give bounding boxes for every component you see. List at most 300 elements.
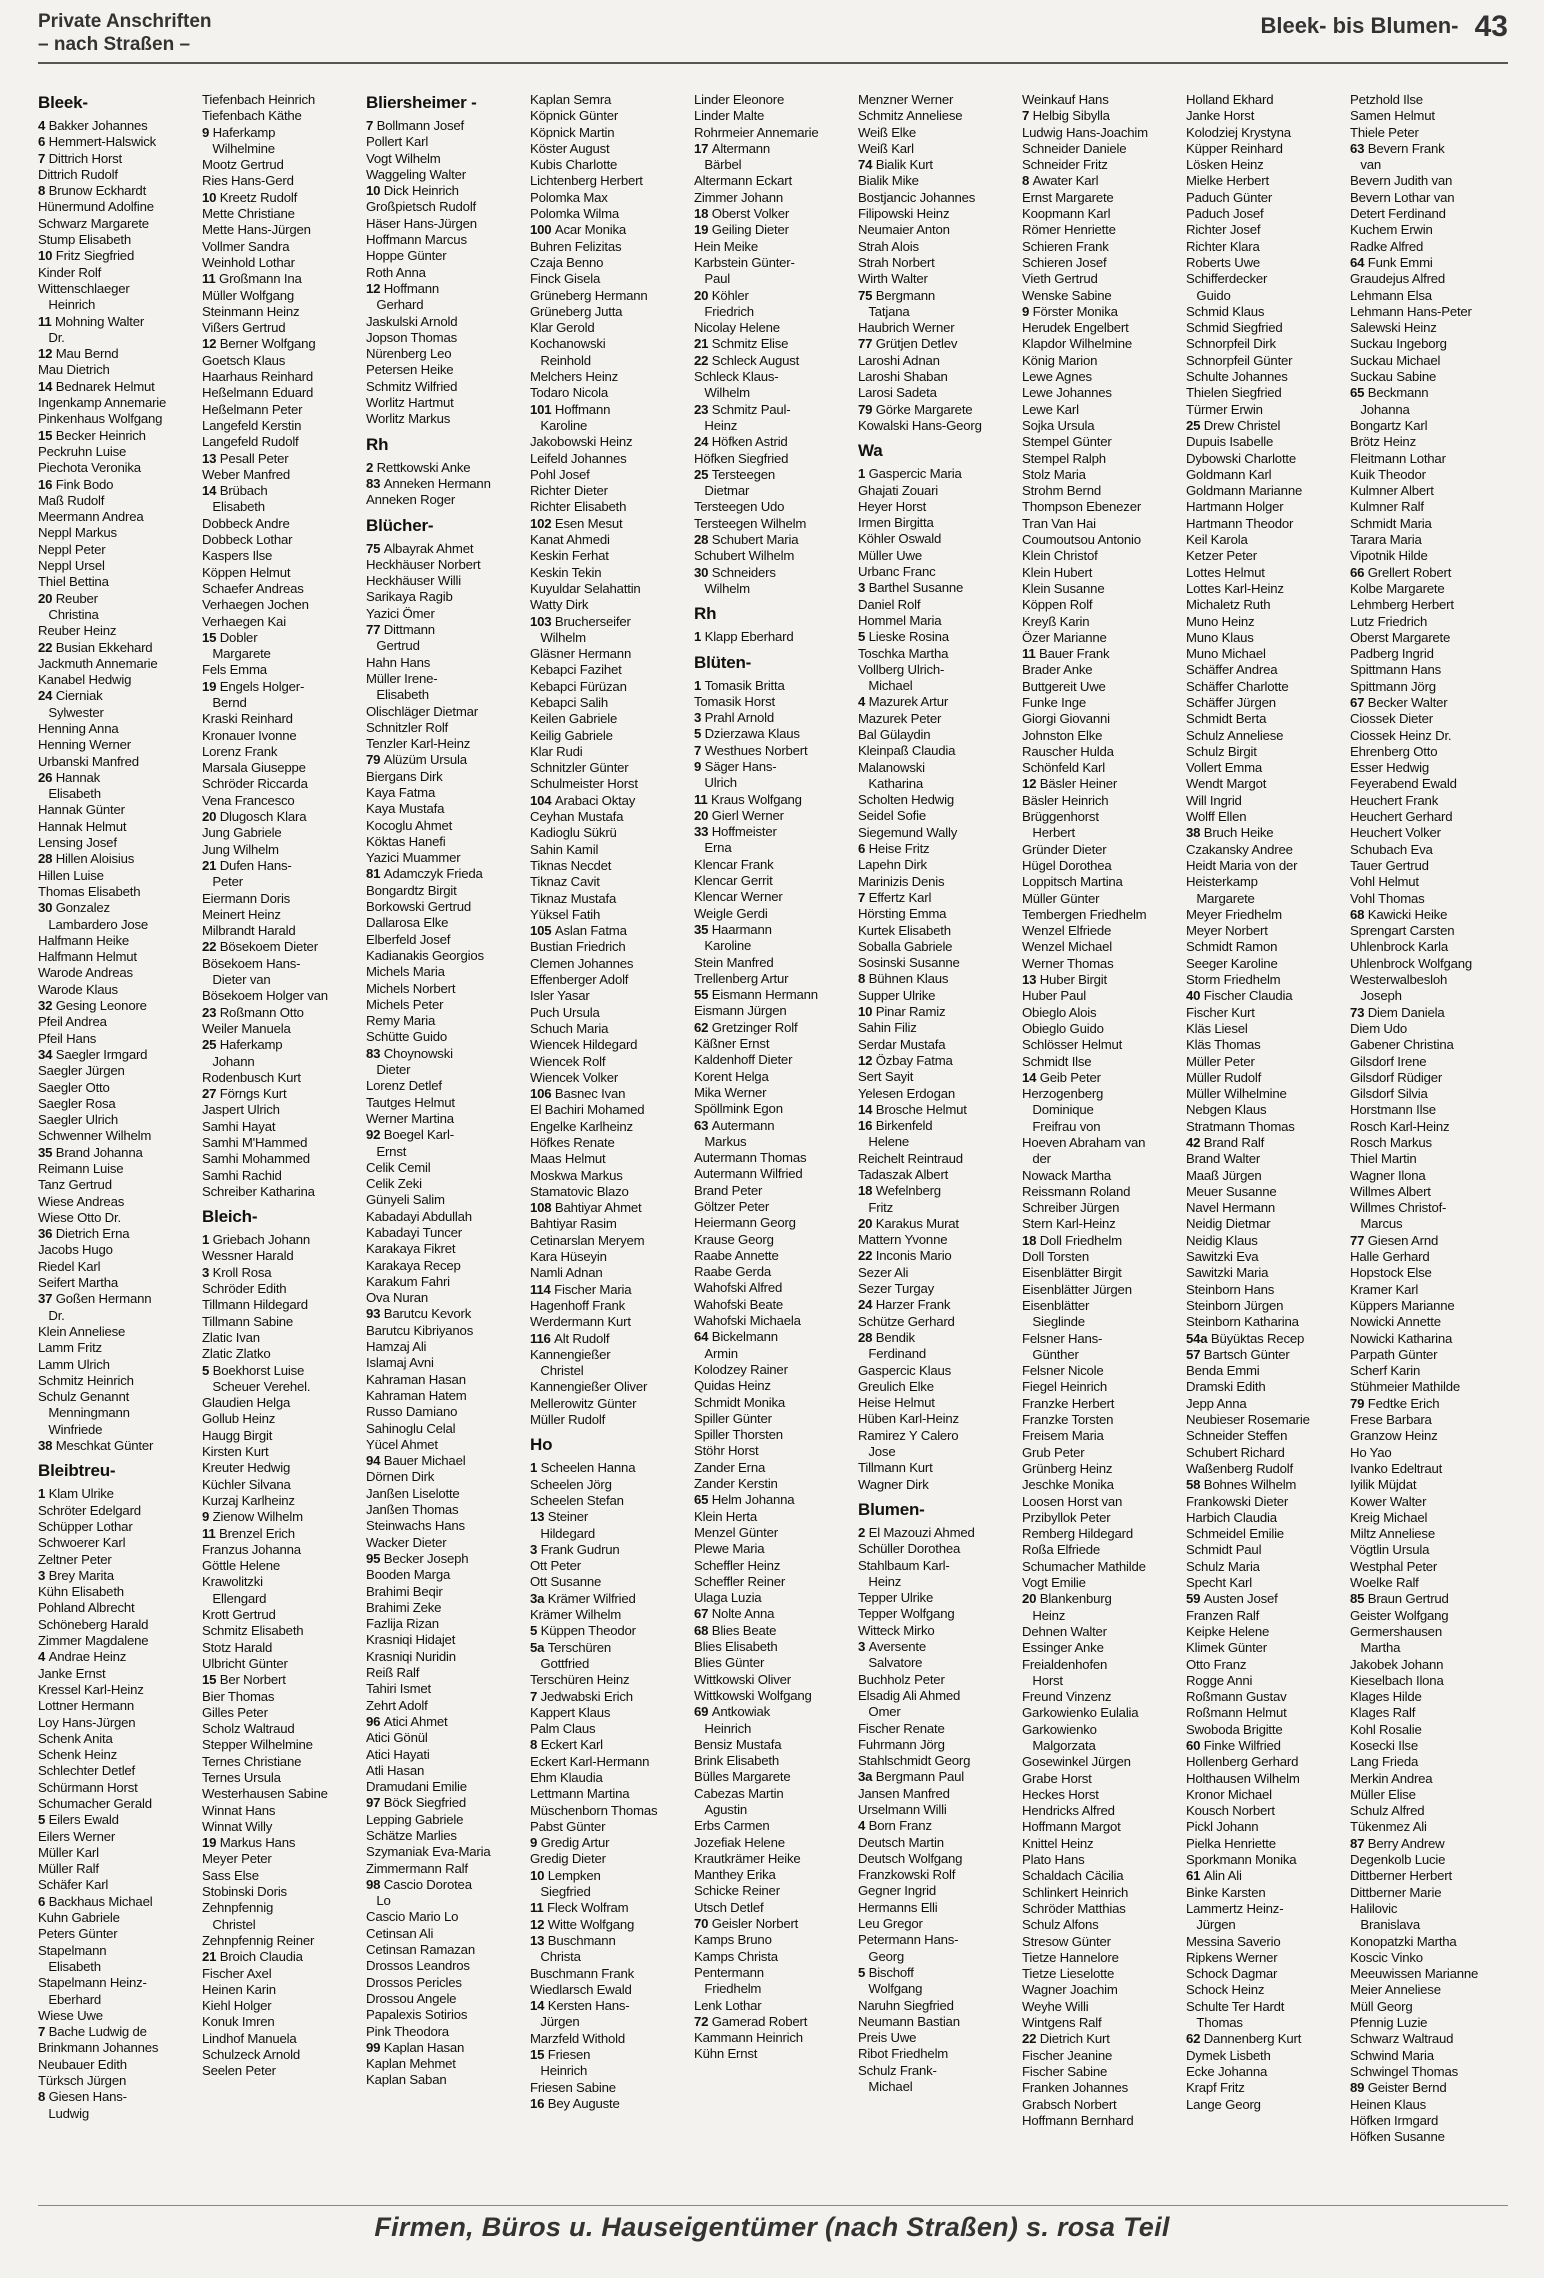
column-9-entries xyxy=(1350,92,1510,2145)
resident-entry: Stolz Maria xyxy=(1022,466,1086,482)
house-number: 25 xyxy=(1186,417,1204,433)
resident-entry xyxy=(694,678,854,694)
resident-entry: Branislava xyxy=(1350,1917,1420,1933)
resident-entry: Frankowski Dieter xyxy=(1186,1493,1289,1509)
resident-entry xyxy=(366,476,526,492)
resident-entry: Pohland Albrecht xyxy=(38,1600,135,1616)
resident-entry xyxy=(530,1998,690,2014)
resident-entry: Lapehn Dirk xyxy=(858,857,927,873)
directory-columns xyxy=(38,92,1510,2202)
house-number: 12 xyxy=(366,280,384,296)
resident-entry: Seidel Sofie xyxy=(858,808,926,824)
resident-entry: Wittenschlaeger xyxy=(38,280,130,296)
house-number: 79 xyxy=(858,401,876,417)
resident-entry: Tautges Helmut xyxy=(366,1094,455,1110)
resident-entry: Isler Yasar xyxy=(530,988,590,1004)
resident-entry: Heinen Klaus xyxy=(1350,2096,1427,2112)
resident-entry: Weigle Gerdi xyxy=(694,905,768,921)
resident-entry xyxy=(202,679,362,695)
resident-entry: Dobbeck Lothar xyxy=(202,532,293,548)
resident-entry: Tiknaz Cavit xyxy=(530,874,600,890)
resident-entry xyxy=(202,271,362,287)
resident-entry: Höfken Irmgard xyxy=(1350,2112,1439,2128)
resident-entry: Vogt Wilhelm xyxy=(366,150,441,166)
resident-name: Säger Hans- xyxy=(704,758,777,774)
resident-entry: Samen Helmut xyxy=(1350,108,1435,124)
house-number: 21 xyxy=(202,1949,220,1965)
resident-name: Heise Fritz xyxy=(868,841,930,857)
resident-entry: Jose xyxy=(858,1444,896,1460)
resident-entry: Fischer Sabine xyxy=(1022,2063,1108,2079)
resident-entry: Hoffmann Margot xyxy=(1022,1819,1121,1835)
house-number: 101 xyxy=(530,401,555,417)
house-number: 57 xyxy=(1186,1346,1204,1362)
resident-entry: Wiese Andreas xyxy=(38,1193,125,1209)
resident-entry: Christa xyxy=(530,1949,581,1965)
resident-entry: Kolodziej Krystyna xyxy=(1186,124,1291,140)
house-number: 3 xyxy=(858,580,869,596)
resident-name: Grütjen Detlev xyxy=(875,336,958,352)
resident-entry: Funke Inge xyxy=(1022,694,1086,710)
street-heading: Rh xyxy=(694,604,717,624)
house-number: 26 xyxy=(38,769,56,785)
resident-entry: Klimek Günter xyxy=(1186,1640,1267,1656)
column-3 xyxy=(366,92,526,2202)
house-number: 6 xyxy=(38,1893,49,1909)
resident-entry: Urbanski Manfred xyxy=(38,753,139,769)
resident-entry: Klein Hubert xyxy=(1022,564,1093,580)
resident-name: Kersten Hans- xyxy=(547,1998,630,2014)
resident-entry xyxy=(858,1102,1018,1118)
resident-entry xyxy=(694,1704,854,1720)
resident-entry: Müschenborn Thomas xyxy=(530,1802,658,1818)
resident-entry: Ova Nuran xyxy=(366,1290,428,1306)
resident-entry: Großpietsch Rudolf xyxy=(366,199,477,215)
resident-entry: Klencar Werner xyxy=(694,889,783,905)
resident-entry: Kaspers Ilse xyxy=(202,548,273,564)
resident-name: Fedtke Erich xyxy=(1367,1395,1440,1411)
resident-entry xyxy=(694,565,854,581)
house-number: 83 xyxy=(366,1045,384,1061)
resident-name: Mohning Walter xyxy=(55,313,145,329)
resident-entry: Lang Frieda xyxy=(1350,1754,1419,1770)
resident-entry: Ripkens Werner xyxy=(1186,1949,1278,1965)
resident-entry: Müller Peter xyxy=(1186,1053,1255,1069)
resident-name: Aslan Fatma xyxy=(554,923,627,939)
resident-entry: Kabadayi Tuncer xyxy=(366,1225,462,1240)
resident-entry: Rosch Markus xyxy=(1350,1135,1432,1150)
resident-entry: Käßner Ernst xyxy=(694,1036,770,1052)
resident-name: Bickelmann xyxy=(711,1329,778,1345)
resident-entry: Fleitmann Lothar xyxy=(1350,450,1446,466)
resident-entry: Ecke Johanna xyxy=(1186,2063,1268,2079)
resident-name: Fleck Wolfram xyxy=(547,1900,629,1916)
resident-entry: Schulzeck Arnold xyxy=(202,2047,300,2063)
resident-entry: Hildegard xyxy=(530,1525,596,1541)
resident-entry: Dramski Edith xyxy=(1186,1379,1266,1395)
resident-entry xyxy=(530,1542,690,1558)
resident-name: Cascio Dorotea xyxy=(383,1876,472,1892)
resident-entry: Buschmann Frank xyxy=(530,1965,635,1981)
resident-entry: Höfken Susanne xyxy=(1350,2129,1445,2145)
resident-entry: Hagenhoff Frank xyxy=(530,1297,625,1313)
resident-entry: Zimmer Johann xyxy=(694,189,784,205)
resident-entry xyxy=(530,1900,690,1916)
resident-entry: Dittberner Herbert xyxy=(1350,1868,1452,1884)
resident-entry: Zehrt Adolf xyxy=(366,1697,428,1713)
resident-entry: Müller Karl xyxy=(38,1844,99,1860)
resident-entry: Christel xyxy=(530,1363,584,1379)
resident-entry: Effenberger Adolf xyxy=(530,972,629,988)
resident-entry: Saegler Jürgen xyxy=(38,1063,125,1079)
resident-name: Dittmann xyxy=(383,622,435,638)
resident-name: Jedwabski Erich xyxy=(540,1688,633,1704)
house-number: 20 xyxy=(202,809,220,825)
resident-entry: Booden Marga xyxy=(366,1567,451,1583)
resident-name: Berry Andrew xyxy=(1367,1835,1445,1851)
resident-entry: Freialdenhofen xyxy=(1022,1656,1108,1672)
resident-entry: Jacobs Hugo xyxy=(38,1242,113,1258)
resident-entry: Heuchert Gerhard xyxy=(1350,809,1453,825)
resident-entry: Nürenberg Leo xyxy=(366,346,452,362)
resident-entry: Kanat Ahmedi xyxy=(530,532,610,548)
resident-entry: Radke Alfred xyxy=(1350,238,1424,254)
resident-name: Berner Wolfgang xyxy=(219,336,316,352)
resident-entry: Dominique xyxy=(1022,1102,1094,1118)
column-5-entries xyxy=(694,92,854,2063)
resident-entry: Kuik Theodor xyxy=(1350,466,1426,482)
house-number: 23 xyxy=(694,401,712,417)
resident-entry: Dallarosa Elke xyxy=(366,915,449,931)
resident-entry: Jakobek Johann xyxy=(1350,1656,1444,1672)
resident-entry: Weinhold Lothar xyxy=(202,254,295,270)
resident-entry: Bevern Judith van xyxy=(1350,173,1453,189)
resident-entry xyxy=(38,688,198,704)
resident-entry: Heisterkamp xyxy=(1186,874,1258,890)
resident-name: Becker Joseph xyxy=(383,1550,469,1566)
resident-entry: Ehrenberg Otto xyxy=(1350,743,1438,759)
resident-entry xyxy=(694,808,854,824)
resident-entry: Wagner Joachim xyxy=(1022,1982,1118,1998)
resident-name: Brübach xyxy=(219,483,268,499)
resident-entry: Borkowski Gertrud xyxy=(366,899,472,915)
house-number: 4 xyxy=(858,1818,869,1834)
resident-entry: Halfmann Helmut xyxy=(38,949,137,965)
resident-entry xyxy=(202,630,362,646)
house-number: 92 xyxy=(366,1127,384,1143)
house-number: 4 xyxy=(38,118,49,133)
resident-entry: Willmes Christof- xyxy=(1350,1200,1447,1216)
resident-entry: Sojka Ursula xyxy=(1022,417,1095,433)
resident-entry: Herbert xyxy=(1022,825,1075,841)
resident-name: Brucherseifer xyxy=(554,613,631,629)
house-number: 10 xyxy=(38,248,56,264)
resident-entry: Gerhard xyxy=(366,297,424,313)
resident-entry: Manthey Erika xyxy=(694,1867,776,1883)
resident-entry: Ramirez Y Calero xyxy=(858,1427,959,1443)
resident-name: Schleck August xyxy=(711,352,800,368)
resident-entry: Oberst Margarete xyxy=(1350,629,1451,645)
resident-entry: Köhler Oswald xyxy=(858,531,942,547)
resident-entry: Ott Peter xyxy=(530,1558,581,1574)
resident-entry: Mika Werner xyxy=(694,1084,767,1100)
resident-entry: Kochanowski xyxy=(530,336,606,352)
resident-entry: Toschka Martha xyxy=(858,645,949,661)
resident-name: Nolte Anna xyxy=(711,1606,775,1622)
resident-entry: Specht Karl xyxy=(1186,1575,1252,1591)
resident-name: Harzer Frank xyxy=(875,1297,951,1313)
resident-entry xyxy=(694,1020,854,1036)
house-number: 37 xyxy=(38,1291,56,1307)
resident-entry: Wittkowski Wolfgang xyxy=(694,1687,812,1703)
resident-entry: Henning Anna xyxy=(38,720,119,736)
resident-entry: Brötz Heinz xyxy=(1350,434,1416,450)
resident-entry xyxy=(1350,695,1510,711)
resident-entry: Herudek Engelbert xyxy=(1022,320,1129,336)
resident-entry xyxy=(858,402,1018,418)
resident-entry: Lamm Ulrich xyxy=(38,1356,110,1372)
resident-entry: Frese Barbara xyxy=(1350,1412,1432,1428)
resident-entry: Kramer Karl xyxy=(1350,1281,1419,1297)
resident-entry: Heckes Horst xyxy=(1022,1786,1099,1802)
resident-entry xyxy=(1350,1396,1510,1412)
resident-name: Bahtiyar Ahmet xyxy=(554,1200,642,1216)
house-number: 108 xyxy=(530,1200,555,1216)
resident-entry xyxy=(38,1226,198,1242)
resident-entry xyxy=(530,222,690,238)
resident-entry: Pfennig Luzie xyxy=(1350,2015,1428,2031)
resident-entry: Keskin Ferhat xyxy=(530,548,609,564)
resident-entry: Rauscher Hulda xyxy=(1022,743,1114,759)
house-number: 28 xyxy=(858,1329,876,1345)
resident-entry xyxy=(530,1591,690,1607)
resident-entry: Tillmann Hildegard xyxy=(202,1297,308,1313)
resident-entry: Schulz Maria xyxy=(1186,1558,1260,1574)
resident-entry: Melchers Heinz xyxy=(530,369,619,385)
resident-entry: Roßmann Gustav xyxy=(1186,1689,1287,1705)
resident-entry: Siegfried xyxy=(530,1884,591,1900)
house-number: 77 xyxy=(1350,1232,1368,1248)
resident-name: Haarmann xyxy=(711,921,772,937)
resident-entry xyxy=(694,759,854,775)
resident-entry: Neppl Ursel xyxy=(38,558,105,574)
resident-entry: Detert Ferdinand xyxy=(1350,206,1446,222)
resident-entry: Schürmann Horst xyxy=(38,1779,138,1795)
resident-entry: Armin xyxy=(694,1345,738,1361)
resident-entry: Atici Hayati xyxy=(366,1746,430,1762)
resident-entry: Kaya Mustafa xyxy=(366,801,445,817)
resident-entry: Ghajati Zouari xyxy=(858,482,939,498)
house-number: 3a xyxy=(858,1769,876,1785)
resident-entry xyxy=(1022,776,1182,792)
resident-entry: Neumaier Anton xyxy=(858,222,950,238)
resident-entry: Halfmann Heike xyxy=(38,932,130,948)
resident-entry: Saegler Otto xyxy=(38,1079,110,1095)
resident-entry xyxy=(202,125,362,141)
resident-entry: Mette Hans-Jürgen xyxy=(202,222,311,238)
section-title-line2: – nach Straßen – xyxy=(38,34,191,55)
resident-entry xyxy=(366,1453,526,1469)
resident-entry: Schlinkert Heinrich xyxy=(1022,1884,1129,1900)
resident-entry xyxy=(1186,2031,1346,2047)
resident-entry: Schwarz Waltraud xyxy=(1350,2031,1454,2047)
resident-entry: Steinborn Hans xyxy=(1186,1281,1275,1297)
resident-name: Geib Peter xyxy=(1039,1069,1101,1085)
resident-entry xyxy=(38,428,198,444)
resident-entry: Mellerowitz Günter xyxy=(530,1395,637,1411)
house-number: 7 xyxy=(858,889,869,905)
column-8 xyxy=(1186,92,1346,2202)
resident-name: Blankenburg xyxy=(1039,1591,1112,1607)
house-number: 20 xyxy=(694,287,712,303)
house-number: 77 xyxy=(366,622,384,638)
resident-entry: Ferdinand xyxy=(858,1346,926,1362)
resident-entry: Bier Thomas xyxy=(202,1688,275,1704)
resident-name: Scheelen Hanna xyxy=(540,1460,636,1476)
resident-entry: Schäffer Charlotte xyxy=(1186,678,1289,694)
resident-entry: Schöneberg Harald xyxy=(38,1616,149,1632)
resident-entry: Uhlenbrock Wolfgang xyxy=(1350,955,1473,971)
resident-entry: Tenzler Karl-Heinz xyxy=(366,736,471,752)
house-number: 15 xyxy=(202,1672,220,1688)
house-number: 3 xyxy=(858,1639,869,1655)
resident-entry: Lutz Friedrich xyxy=(1350,613,1428,629)
resident-entry: Westerwalbesloh xyxy=(1350,972,1448,988)
resident-name: Böck Siegfried xyxy=(383,1795,466,1811)
resident-entry xyxy=(858,1004,1018,1020)
resident-entry: Fritz xyxy=(858,1199,894,1215)
resident-entry: Wagner Ilona xyxy=(1350,1167,1426,1183)
resident-entry: Elisabeth xyxy=(38,786,101,802)
resident-entry: Tadaszak Albert xyxy=(858,1167,949,1182)
house-number: 20 xyxy=(694,807,712,823)
resident-name: Helbig Sibylla xyxy=(1032,108,1110,124)
resident-entry: Lo xyxy=(366,1893,391,1909)
resident-entry: Suckau Michael xyxy=(1350,352,1441,368)
resident-entry: Thompson Ebenezer xyxy=(1022,499,1142,515)
resident-entry: Wolfgang xyxy=(858,1981,923,1997)
resident-entry xyxy=(38,1145,198,1161)
house-number: 7 xyxy=(38,150,49,166)
resident-entry: Heuchert Frank xyxy=(1350,792,1439,808)
resident-entry: Thomas Elisabeth xyxy=(38,883,141,899)
resident-entry: Schäffer Jürgen xyxy=(1186,694,1276,710)
resident-entry: Schröter Edelgard xyxy=(38,1502,141,1518)
resident-name: Bache Ludwig de xyxy=(48,2024,147,2040)
house-number: 9 xyxy=(694,758,705,774)
resident-entry: Yazici Ömer xyxy=(366,605,435,621)
house-number: 18 xyxy=(694,206,712,222)
resident-entry: Zeltner Peter xyxy=(38,1551,112,1567)
resident-entry: Weiler Manuela xyxy=(202,1020,291,1036)
resident-name: Doll Friedhelm xyxy=(1039,1232,1122,1248)
resident-entry: Schneider Daniele xyxy=(1022,140,1127,156)
resident-entry: Heinrich xyxy=(38,297,96,313)
resident-name: Antkowiak xyxy=(711,1704,771,1720)
resident-entry: Schönfeld Karl xyxy=(1022,760,1105,776)
resident-entry xyxy=(366,1795,526,1811)
resident-entry: Sezer Turgay xyxy=(858,1281,935,1297)
house-number: 20 xyxy=(38,590,56,606)
resident-entry: Küpper Reinhard xyxy=(1186,140,1283,156)
resident-entry: Schubert Wilhelm xyxy=(694,548,795,564)
resident-entry: Schulte Ter Hardt xyxy=(1186,1998,1285,2014)
resident-entry: Urbanc Franc xyxy=(858,564,936,580)
resident-entry: Samhi Mohammed xyxy=(202,1151,310,1167)
resident-entry: Klar Gerold xyxy=(530,320,595,336)
resident-entry: Salewski Heinz xyxy=(1350,320,1437,336)
resident-entry: Gründer Dieter xyxy=(1022,841,1107,857)
resident-entry: Deutsch Martin xyxy=(858,1834,944,1850)
resident-entry: Koscic Vinko xyxy=(1350,1949,1423,1965)
resident-entry xyxy=(1186,988,1346,1004)
resident-entry: Granzow Heinz xyxy=(1350,1428,1438,1444)
resident-entry: Wenzel Michael xyxy=(1022,939,1113,955)
resident-entry: Schnitzler Rolf xyxy=(366,719,449,735)
resident-entry xyxy=(1350,1591,1510,1607)
house-number: 58 xyxy=(1186,1477,1204,1493)
resident-entry: Rosch Karl-Heinz xyxy=(1350,1118,1450,1134)
resident-entry xyxy=(530,1933,690,1949)
resident-entry: Linder Malte xyxy=(694,108,765,124)
resident-name: Busian Ekkehard xyxy=(55,639,153,655)
resident-entry: Eilers Werner xyxy=(38,1828,116,1844)
resident-entry: Stempel Günter xyxy=(1022,434,1112,450)
resident-entry xyxy=(366,118,526,134)
resident-entry: Bensiz Mustafa xyxy=(694,1736,782,1752)
resident-entry: Sass Else xyxy=(202,1867,259,1883)
resident-entry: Wilhelmine xyxy=(202,140,275,156)
resident-entry: Przibyllok Peter xyxy=(1022,1509,1111,1525)
resident-entry: Kaplan Mehmet xyxy=(366,2056,456,2072)
resident-entry: Schnorpfeil Günter xyxy=(1186,352,1293,368)
resident-entry: Dramudani Emilie xyxy=(366,1779,467,1795)
resident-entry: Schmidt Maria xyxy=(1350,515,1432,531)
resident-name: Kawicki Heike xyxy=(1367,906,1448,922)
resident-entry: Giorgi Giovanni xyxy=(1022,711,1110,727)
resident-name: Fischer Maria xyxy=(554,1281,632,1297)
house-number: 75 xyxy=(366,540,384,556)
resident-entry: Schwingel Thomas xyxy=(1350,2063,1458,2079)
resident-entry: Stein Manfred xyxy=(694,954,774,970)
resident-entry: Kamps Bruno xyxy=(694,1932,772,1948)
resident-entry: Warode Andreas xyxy=(38,965,133,981)
house-number: 10 xyxy=(858,1004,876,1020)
house-number: 8 xyxy=(530,1737,541,1753)
resident-entry: Brahimi Beqir xyxy=(366,1583,443,1599)
resident-entry: Puch Ursula xyxy=(530,1004,600,1020)
resident-entry: Kebapci Salih xyxy=(530,694,609,710)
resident-entry: Kower Walter xyxy=(1350,1493,1427,1509)
header-rule xyxy=(38,62,1508,64)
resident-entry: Zander Kerstin xyxy=(694,1476,778,1492)
resident-entry: Stratmann Thomas xyxy=(1186,1118,1295,1134)
resident-name: Backhaus Michael xyxy=(48,1893,153,1909)
resident-entry: Papalexis Sotirios xyxy=(366,2007,468,2023)
house-number: 40 xyxy=(1186,988,1204,1004)
resident-entry: Thiele Peter xyxy=(1350,124,1419,140)
resident-entry: Krapf Fritz xyxy=(1186,2080,1245,2096)
resident-entry: Schmid Klaus xyxy=(1186,303,1265,319)
resident-name: Giesen Hans- xyxy=(48,2089,127,2105)
house-number: 20 xyxy=(1022,1591,1040,1607)
column-6-entries xyxy=(858,92,1018,2095)
resident-entry: Franzkowski Rolf xyxy=(858,1867,956,1883)
house-number: 12 xyxy=(858,1052,876,1068)
resident-entry xyxy=(1350,565,1510,581)
resident-name: Hoffmann xyxy=(554,401,611,417)
resident-name: Lempken xyxy=(547,1867,601,1883)
